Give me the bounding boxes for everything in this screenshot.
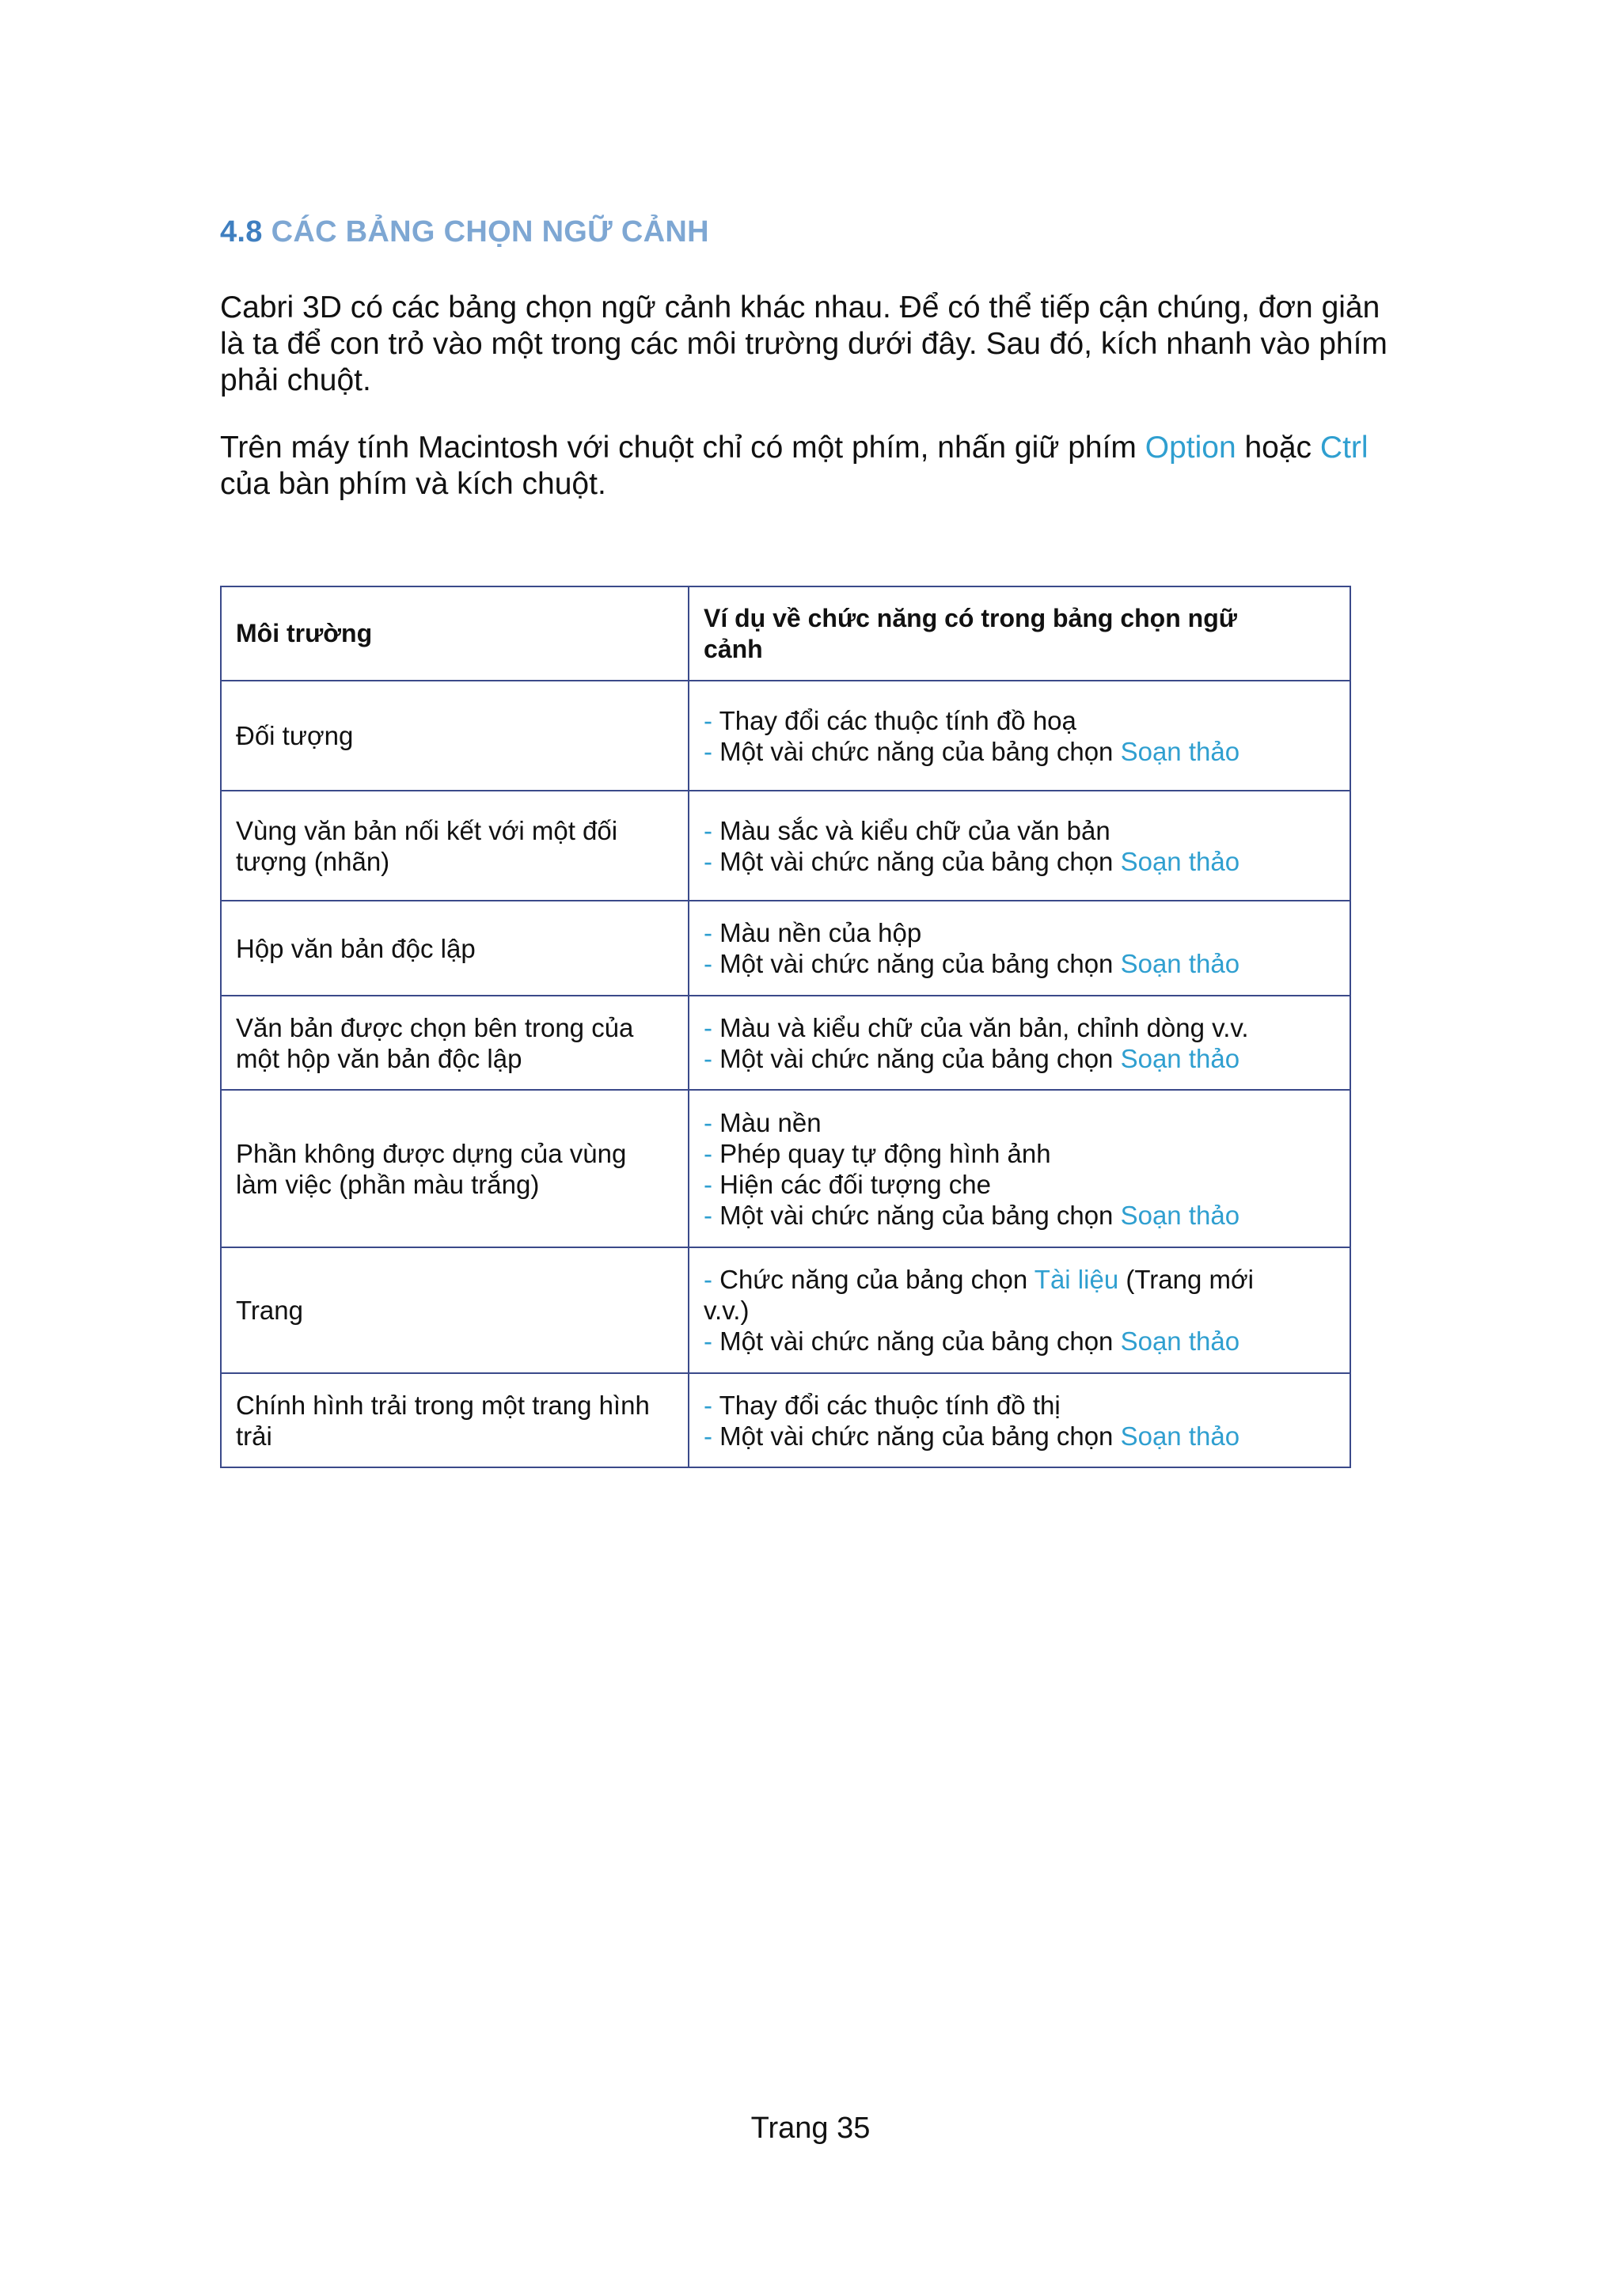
example-text: Màu nền của hộp [719, 918, 922, 947]
intro-line-3: phải chuột. [220, 363, 371, 397]
environment-text: làm việc (phần màu trắng) [236, 1169, 540, 1199]
example-text: Hiện các đối tượng che [719, 1169, 991, 1199]
examples-cell [689, 1090, 1350, 1247]
examples-cell [689, 1247, 1350, 1373]
example-item [704, 705, 1335, 736]
example-continuation: v.v.) [704, 1296, 750, 1325]
table-row [221, 996, 1350, 1090]
table-row [221, 1373, 1350, 1467]
example-text: Màu nền [719, 1107, 822, 1137]
example-item [704, 1200, 1335, 1231]
table-row [221, 1247, 1350, 1373]
examples-cell [689, 1373, 1350, 1467]
intro-line-1: Cabri 3D có các bảng chọn ngữ cảnh khác nhau. Để có thể tiếp cận chúng, đơn giản [220, 290, 1380, 324]
example-text: Một vài chức năng của bảng chọn [719, 736, 1121, 766]
example-item [704, 736, 1335, 767]
environment-cell [221, 1090, 689, 1247]
menu-name-term: Soạn thảo [1120, 736, 1240, 766]
example-item [704, 1390, 1335, 1421]
context-menu-table [220, 586, 1351, 1468]
bullet-dash: - [704, 846, 712, 876]
mac-text-before: Trên máy tính Macintosh với chuột chỉ có một phím, nhấn giữ phím [220, 431, 1145, 465]
bullet-dash: - [704, 1012, 712, 1042]
table-row [221, 901, 1350, 996]
example-item [704, 1107, 1335, 1138]
environment-text: Chính hình trải trong một trang hình [236, 1390, 650, 1420]
bullet-dash: - [704, 736, 712, 766]
environment-text: trải [236, 1421, 272, 1451]
menu-name-term: Soạn thảo [1120, 1043, 1240, 1073]
environment-cell [221, 901, 689, 996]
environment-text: Trang [236, 1296, 303, 1325]
environment-text: Văn bản được chọn bên trong của [236, 1012, 634, 1042]
intro-line-2: là ta để con trỏ vào một trong các môi trường dưới đây. Sau đó, kích nhanh vào phím [220, 327, 1388, 361]
menu-name-term: Soạn thảo [1120, 846, 1240, 876]
example-text: (Trang mới [1118, 1265, 1254, 1294]
bullet-dash: - [704, 1265, 712, 1294]
example-item [704, 1326, 1335, 1357]
table-row [221, 1090, 1350, 1247]
example-item [704, 846, 1335, 877]
section-number: 4.8 [220, 215, 263, 249]
example-item [704, 917, 1335, 948]
example-text: Một vài chức năng của bảng chọn [719, 846, 1121, 876]
example-text: Một vài chức năng của bảng chọn [719, 1421, 1121, 1451]
example-text: Phép quay tự động hình ảnh [719, 1138, 1051, 1168]
option-key-term: Option [1145, 431, 1236, 465]
intro-paragraph [220, 290, 1407, 399]
environment-text: Phần không được dựng của vùng [236, 1138, 627, 1168]
example-text: Một vài chức năng của bảng chọn [719, 1326, 1121, 1356]
menu-name-term: Tài liệu [1034, 1265, 1119, 1294]
mac-line-2: của bàn phím và kích chuột. [220, 467, 606, 501]
menu-name-term: Soạn thảo [1120, 1421, 1240, 1451]
environment-text: Vùng văn bản nối kết với một đối [236, 815, 618, 845]
example-item [704, 1421, 1335, 1452]
example-item [704, 1043, 1335, 1074]
environment-cell [221, 1247, 689, 1373]
bullet-dash: - [704, 918, 712, 947]
environment-text: một hộp văn bản độc lập [236, 1043, 522, 1073]
example-item [704, 948, 1335, 979]
mac-paragraph [220, 430, 1407, 503]
bullet-dash: - [704, 705, 712, 735]
header-environment: Môi trường [221, 586, 689, 681]
example-item [704, 1012, 1335, 1043]
bullet-dash: - [704, 949, 712, 978]
examples-cell [689, 681, 1350, 791]
environment-text: Đối tượng [236, 721, 354, 750]
example-text: Thay đổi các thuộc tính đồ hoạ [719, 705, 1076, 735]
environment-cell [221, 681, 689, 791]
example-text: Thay đổi các thuộc tính đồ thị [719, 1390, 1061, 1420]
environment-text: Hộp văn bản độc lập [236, 933, 476, 963]
ctrl-key-term: Ctrl [1319, 431, 1369, 465]
table-header-row [221, 586, 1350, 681]
bullet-dash: - [704, 1326, 712, 1356]
table-row [221, 791, 1350, 901]
bullet-dash: - [704, 1169, 712, 1199]
bullet-dash: - [704, 815, 712, 845]
example-text: Một vài chức năng của bảng chọn [719, 949, 1121, 978]
section-title: CÁC BẢNG CHỌN NGỮ CẢNH [271, 215, 709, 249]
environment-cell [221, 791, 689, 901]
menu-name-term: Soạn thảo [1120, 1326, 1240, 1356]
examples-cell [689, 901, 1350, 996]
mac-line-1 [220, 430, 1407, 466]
bullet-dash: - [704, 1421, 712, 1451]
mac-text-middle: hoặc [1236, 431, 1320, 465]
example-text: Một vài chức năng của bảng chọn [719, 1200, 1121, 1230]
bullet-dash: - [704, 1200, 712, 1230]
environment-cell [221, 1373, 689, 1467]
table-row [221, 681, 1350, 791]
environment-text: tượng (nhãn) [236, 846, 390, 876]
example-item [704, 1264, 1335, 1295]
section-heading [220, 215, 709, 249]
example-item [704, 1138, 1335, 1169]
bullet-dash: - [704, 1043, 712, 1073]
header-examples [689, 586, 1350, 681]
example-text: Màu và kiểu chữ của văn bản, chỉnh dòng v.v. [719, 1012, 1249, 1042]
bullet-dash: - [704, 1390, 712, 1420]
example-text: Chức năng của bảng chọn [719, 1265, 1034, 1294]
menu-name-term: Soạn thảo [1120, 949, 1240, 978]
page-number: Trang 35 [750, 2112, 871, 2145]
example-text: Màu sắc và kiểu chữ của văn bản [719, 815, 1110, 845]
bullet-dash: - [704, 1107, 712, 1137]
examples-cell [689, 791, 1350, 901]
environment-cell [221, 996, 689, 1090]
menu-name-term: Soạn thảo [1120, 1200, 1240, 1230]
header-examples-line-2: cảnh [704, 634, 763, 663]
example-item [704, 1169, 1335, 1200]
example-text: Một vài chức năng của bảng chọn [719, 1043, 1121, 1073]
header-examples-line-1: Ví dụ về chức năng có trong bảng chọn ngữ [704, 603, 1237, 632]
bullet-dash: - [704, 1138, 712, 1168]
example-item [704, 815, 1335, 846]
examples-cell [689, 996, 1350, 1090]
